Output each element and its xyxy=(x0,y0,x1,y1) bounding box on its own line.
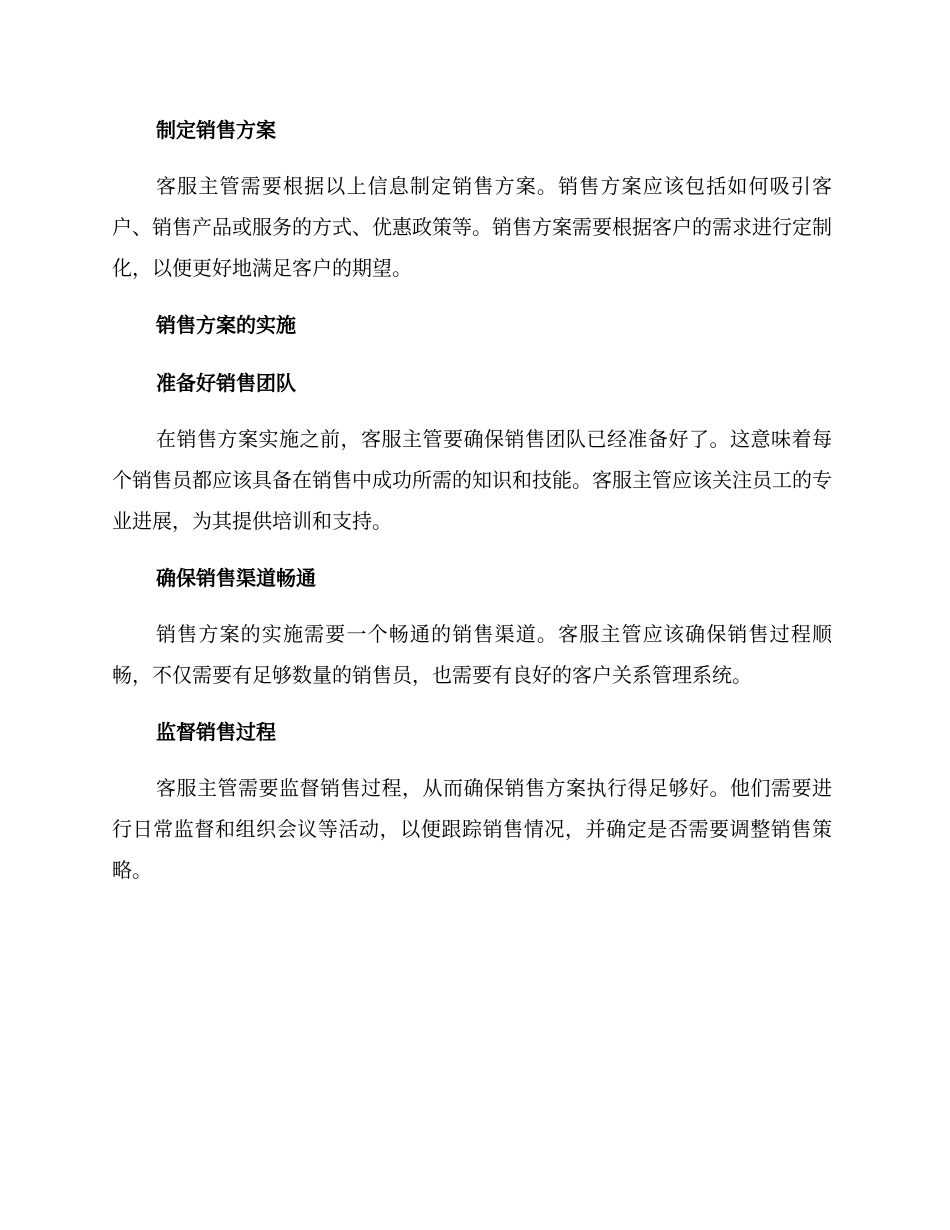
section-heading-sales-channel: 确保销售渠道畅通 xyxy=(156,566,316,590)
section-paragraph-sales-channel: 销售方案的实施需要一个畅通的销售渠道。客服主管应该确保销售过程顺畅，不仅需要有足够数量的销售员，也需要有良好的客户关系管理系统。 xyxy=(112,622,832,687)
section-heading-plan-implementation: 销售方案的实施 xyxy=(156,313,296,337)
section-paragraph-sales-plan: 客服主管需要根据以上信息制定销售方案。销售方案应该包括如何吸引客户、销售产品或服务的方式、优惠政策等。销售方案需要根据客户的需求进行定制化，以便更好地满足客户的期望。 xyxy=(112,174,832,280)
document-page xyxy=(112,108,832,905)
section-heading-monitor-process: 监督销售过程 xyxy=(156,720,276,744)
section-paragraph-monitor-process: 客服主管需要监督销售过程，从而确保销售方案执行得足够好。他们需要进行日常监督和组织会议等活动，以便跟踪销售情况，并确定是否需要调整销售策略。 xyxy=(112,776,832,882)
section-paragraph-prepare-team: 在销售方案实施之前，客服主管要确保销售团队已经准备好了。这意味着每个销售员都应该具备在销售中成功所需的知识和技能。客服主管应该关注员工的专业进展，为其提供培训和支持。 xyxy=(112,427,832,533)
section-heading-sales-plan: 制定销售方案 xyxy=(156,118,276,142)
section-heading-prepare-team: 准备好销售团队 xyxy=(156,371,296,395)
